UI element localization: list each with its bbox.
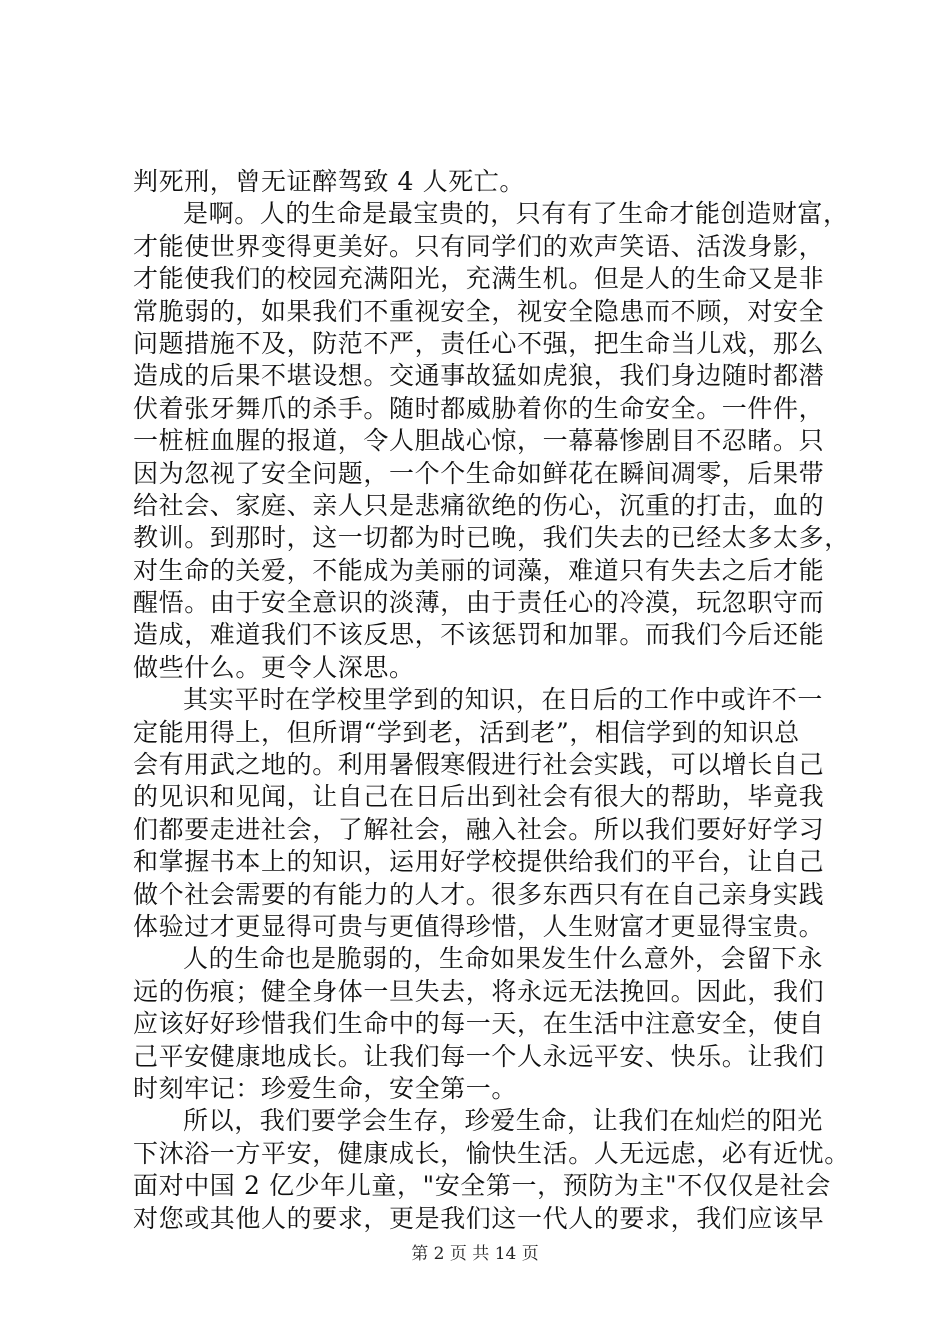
text-line: 造成的后果不堪设想。交通事故猛如虎狼，我们身边随时都潜 xyxy=(133,361,825,391)
text-line: 对您或其他人的要求，更是我们这一代人的要求，我们应该早 xyxy=(133,1203,825,1233)
text-line: 远的伤痕；健全身体一旦失去，将永远无法挽回。因此，我们 xyxy=(133,976,825,1006)
text-line: 造成，难道我们不该反思，不该惩罚和加罪。而我们今后还能 xyxy=(133,620,825,650)
text-line: 是啊。人的生命是最宝贵的，只有有了生命才能创造财富， xyxy=(183,199,849,229)
text-line: 面对中国 2 亿少年儿童，"安全第一，预防为主"不仅仅是社会 xyxy=(133,1171,831,1201)
text-line: 对生命的关爱，不能成为美丽的词藻，难道只有失去之后才能 xyxy=(133,555,825,585)
text-line: 醒悟。由于安全意识的淡薄，由于责任心的冷漠，玩忽职守而 xyxy=(133,588,825,618)
text-line: 其实平时在学校里学到的知识，在日后的工作中或许不一 xyxy=(183,685,824,715)
text-line: 会有用武之地的。利用暑假寒假进行社会实践，可以增长自己 xyxy=(133,750,825,780)
text-line: 做些什么。更令人深思。 xyxy=(133,652,415,682)
text-line: 才能使我们的校园充满阳光，充满生机。但是人的生命又是非 xyxy=(133,264,825,294)
text-line: 体验过才更显得可贵与更值得珍惜，人生财富才更显得宝贵。 xyxy=(133,911,825,941)
text-line: 的见识和见闻，让自己在日后出到社会有很大的帮助，毕竟我 xyxy=(133,782,825,812)
text-line: 己平安健康地成长。让我们每一个人永远平安、快乐。让我们 xyxy=(133,1041,825,1071)
text-line: 给社会、家庭、亲人只是悲痛欲绝的伤心，沉重的打击，血的 xyxy=(133,490,825,520)
text-line: 常脆弱的，如果我们不重视安全，视安全隐患而不顾，对安全 xyxy=(133,296,825,326)
body-text xyxy=(133,166,850,1235)
text-line: 们都要走进社会，了解社会，融入社会。所以我们要好好学习 xyxy=(133,814,825,844)
text-line: 做个社会需要的有能力的人才。很多东西只有在自己亲身实践 xyxy=(133,879,825,909)
text-line: 下沐浴一方平安，健康成长，愉快生活。人无远虑，必有近忧。 xyxy=(133,1138,850,1168)
text-line: 教训。到那时，这一切都为时已晚，我们失去的已经太多太多， xyxy=(133,523,850,553)
page-footer: 第 2 页 共 14 页 xyxy=(411,1244,539,1264)
text-line: 人的生命也是脆弱的，生命如果发生什么意外，会留下永 xyxy=(183,944,824,974)
text-line: 因为忽视了安全问题，一个个生命如鲜花在瞬间凋零，后果带 xyxy=(133,458,825,488)
text-line: 一桩桩血腥的报道，令人胆战心惊，一幕幕惨剧目不忍睹。只 xyxy=(133,426,825,456)
text-line: 伏着张牙舞爪的杀手。随时都威胁着你的生命安全。一件件， xyxy=(133,393,825,423)
text-line: 判死刑，曾无证醉驾致 4 人死亡。 xyxy=(133,167,526,196)
text-line: 时刻牢记：珍爱生命，安全第一。 xyxy=(133,1073,518,1103)
text-line: 定能用得上，但所谓“学到老，活到老”，相信学到的知识总 xyxy=(133,717,800,747)
text-line: 和掌握书本上的知识，运用好学校提供给我们的平台，让自己 xyxy=(133,847,825,877)
text-line: 应该好好珍惜我们生命中的每一天，在生活中注意安全，使自 xyxy=(133,1009,825,1039)
text-line: 才能使世界变得更美好。只有同学们的欢声笑语、活泼身影， xyxy=(133,231,825,261)
text-line: 问题措施不及，防范不严，责任心不强，把生命当儿戏，那么 xyxy=(133,328,825,358)
text-line: 所以，我们要学会生存，珍爱生命，让我们在灿烂的阳光 xyxy=(183,1106,824,1136)
